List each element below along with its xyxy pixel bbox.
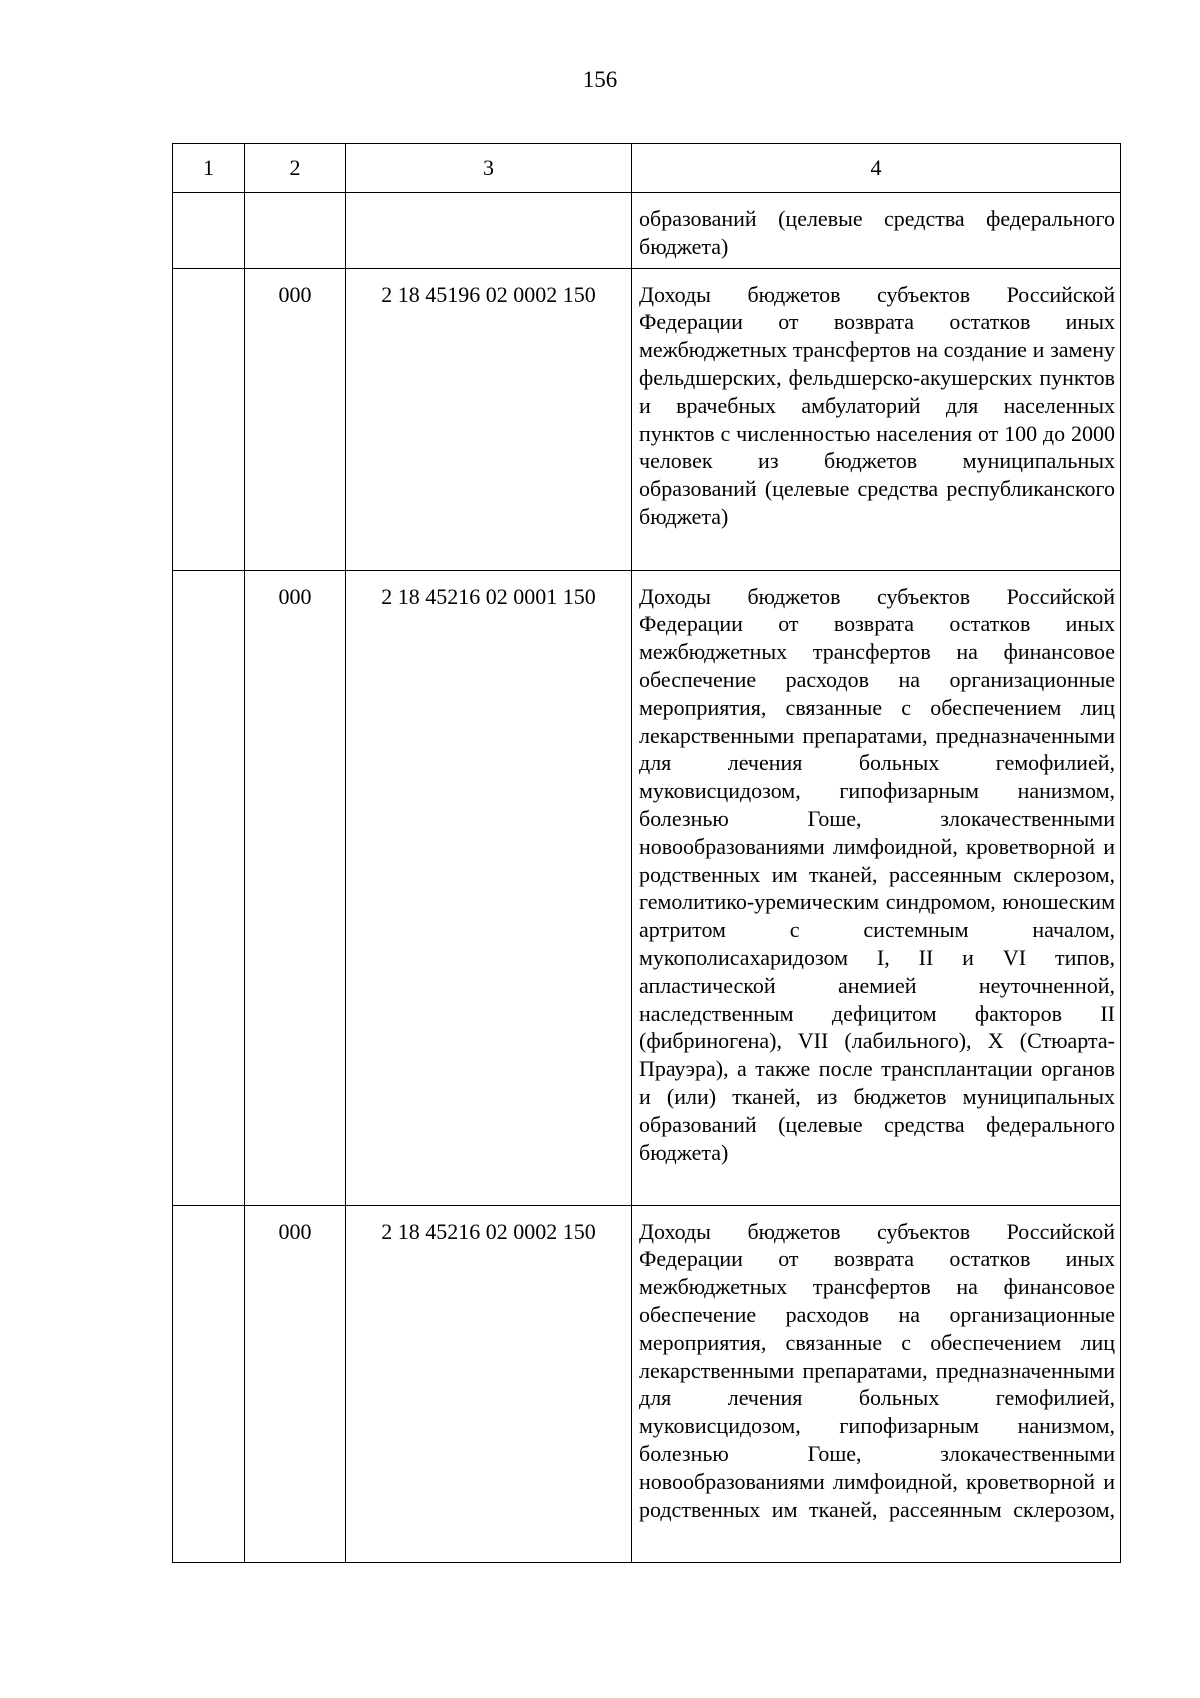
budget-code-table	[172, 143, 1121, 1563]
header-col-2: 2	[245, 144, 346, 193]
cell-col-1	[173, 1205, 245, 1562]
cell-description: Доходы бюджетов субъектов Российской Федерации от возврата остатков иных межбюджетных трансфертов на финансовое обеспечение расходов на организационные мероприятия, связанные с обеспечением лиц лекарственными препаратами, предназначенными для лечения больных гемофилией, муковисцидозом, гипофизарным нанизмом, болезнью Гоше, злокачественными новообразованиями лимфоидной, кроветворной и родственных им тканей, рассеянным склерозом,	[632, 1205, 1121, 1562]
cell-description: образований (целевые средства федерального бюджета)	[632, 193, 1121, 269]
table-row	[173, 1205, 1121, 1562]
table-row	[173, 193, 1121, 269]
header-col-1: 1	[173, 144, 245, 193]
cell-admin-code: 000	[245, 1205, 346, 1562]
header-col-3: 3	[346, 144, 632, 193]
cell-budget-code: 2 18 45196 02 0002 150	[346, 268, 632, 570]
cell-admin-code: 000	[245, 268, 346, 570]
cell-col-2	[245, 193, 346, 269]
cell-budget-code: 2 18 45216 02 0001 150	[346, 570, 632, 1205]
header-row	[173, 144, 1121, 193]
cell-description: Доходы бюджетов субъектов Российской Федерации от возврата остатков иных межбюджетных трансфертов на создание и замену фельдшерских, фельдшерско-акушерских пунктов и врачебных амбулаторий для населенных пунктов с численностью населения от 100 до 2000 человек из бюджетов муниципальных образований (целевые средства республиканского бюджета)	[632, 268, 1121, 570]
cell-col-1	[173, 268, 245, 570]
header-col-4: 4	[632, 144, 1121, 193]
cell-col-1	[173, 570, 245, 1205]
cell-col-1	[173, 193, 245, 269]
cell-admin-code: 000	[245, 570, 346, 1205]
cell-description: Доходы бюджетов субъектов Российской Федерации от возврата остатков иных межбюджетных трансфертов на финансовое обеспечение расходов на организационные мероприятия, связанные с обеспечением лиц лекарственными препаратами, предназначенными для лечения больных гемофилией, муковисцидозом, гипофизарным нанизмом, болезнью Гоше, злокачественными новообразованиями лимфоидной, кроветворной и родственных им тканей, рассеянным склерозом, гемолитико-уремическим синдромом, юношеским артритом с системным началом, мукополисахаридозом I, II и VI типов, апластической анемией неуточненной, наследственным дефицитом факторов II (фибриногена), VII (лабильного), X (Стюарта-Прауэра), а также после трансплантации органов и (или) тканей, из бюджетов муниципальных образований (целевые средства федерального бюджета)	[632, 570, 1121, 1205]
table-row	[173, 570, 1121, 1205]
table-row	[173, 268, 1121, 570]
cell-col-3	[346, 193, 632, 269]
page-number: 156	[582, 67, 618, 92]
cell-budget-code: 2 18 45216 02 0002 150	[346, 1205, 632, 1562]
